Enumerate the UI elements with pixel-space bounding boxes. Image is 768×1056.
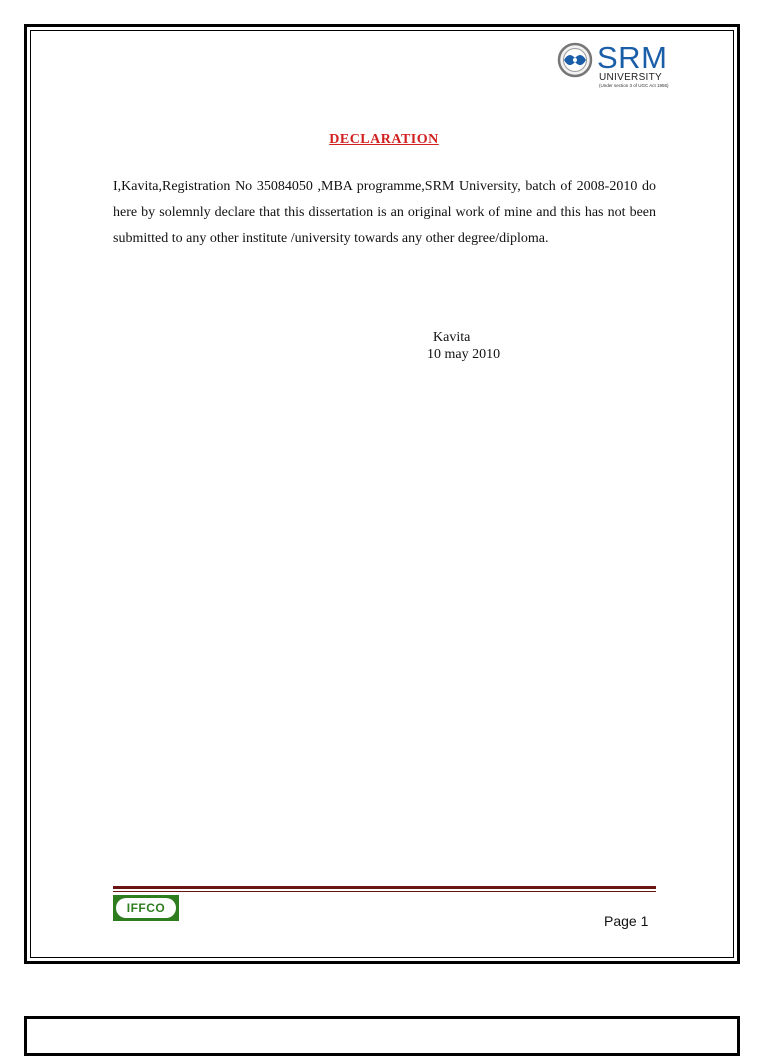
logo-subtitle: UNIVERSITY bbox=[599, 72, 663, 83]
srm-university-logo bbox=[555, 42, 685, 94]
iffco-logo-text: IFFCO bbox=[116, 898, 176, 918]
footer-rule bbox=[113, 886, 656, 892]
footer-rule-thin bbox=[113, 891, 656, 892]
signature-name: Kavita bbox=[433, 330, 471, 345]
next-page-border bbox=[24, 1016, 740, 1056]
footer-rule-thick bbox=[113, 886, 656, 889]
iffco-logo bbox=[113, 895, 179, 921]
declaration-title: DECLARATION bbox=[329, 132, 439, 147]
srm-emblem-icon bbox=[555, 42, 595, 78]
logo-name: SRM bbox=[597, 40, 668, 75]
declaration-body: I,Kavita,Registration No 35084050 ,MBA programme,SRM University, batch of 2008-2010 do here by solemnly declare that this dissertation is an original work of mine and this has not been submitted to any other institute /university towards any other degree/diploma. bbox=[113, 179, 656, 246]
logo-note: (Under section 3 of UGC Act 1956) bbox=[599, 83, 669, 88]
page-border bbox=[24, 24, 740, 964]
signature-date: 10 may 2010 bbox=[427, 347, 501, 362]
page-number: Page 1 bbox=[604, 913, 649, 929]
